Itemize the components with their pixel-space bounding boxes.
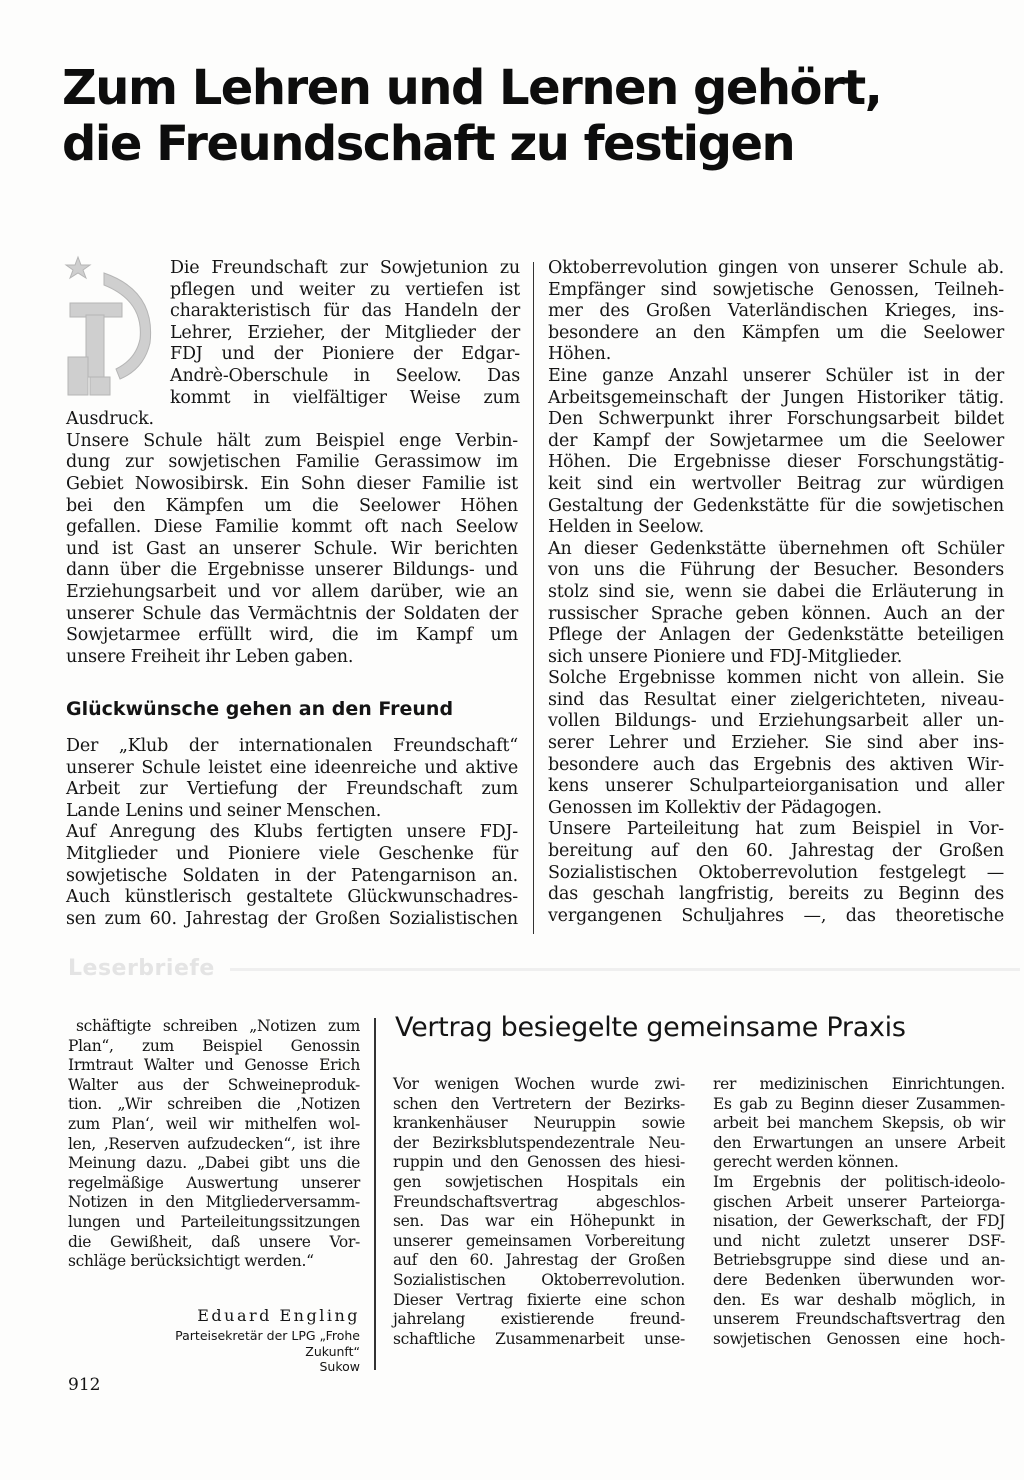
text-line: Es gab zu Beginn dieser Zusammen-: [713, 1094, 1005, 1113]
text-line: schen den Vertretern der Bezirks-: [393, 1094, 685, 1113]
text-line: keit sind ein wertvoller Beitrag zur würdigen: [548, 473, 1004, 494]
signer-role: [140, 1328, 360, 1375]
text-line: len, ‚Reserven aufzudecken“, ist ihre: [68, 1134, 360, 1153]
text-line: Notizen in den Mitgliederversamm-: [68, 1193, 360, 1212]
text-line: schaftliche Zusammenarbeit unse-: [393, 1329, 685, 1348]
text-line: Pflege der Anlagen der Gedenkstätte beteiligen: [548, 625, 1004, 646]
text-line: und ist Gast an unserer Schule. Wir berichten: [66, 538, 518, 559]
text-line: Walter aus der Schweineproduk-: [68, 1075, 360, 1094]
text-line: Solche Ergebnisse kommen nicht von allein. Sie: [548, 668, 1004, 689]
text-line: dann über die Ergebnisse unserer Bildungs- und: [66, 560, 518, 581]
signer-role-line: Zukunft“: [305, 1343, 360, 1359]
column-divider: [533, 262, 534, 934]
text-line: der Bezirksblutspendezentrale Neu-: [393, 1133, 685, 1152]
text-line: krankenhäuser Neuruppin sowie: [393, 1114, 685, 1133]
text-line: kens unserer Schulparteiorganisation und aller: [548, 776, 1004, 797]
signer-role-line: Parteisekretär der LPG „Frohe: [175, 1328, 360, 1343]
text-line: Unsere Schule hält zum Beispiel enge Verbin-: [66, 430, 518, 451]
text-line: Auf Anregung des Klubs fertigten unsere FDJ-: [66, 822, 518, 843]
text-line: sind das Resultat einer zielgerichteten, niveau-: [548, 689, 1004, 710]
text-line: kommt in vielfältiger Weise zum: [170, 387, 520, 408]
text-line: ruppin und den Genossen des hiesi-: [393, 1153, 685, 1172]
text-line: sowjetische Soldaten in der Patengarnison an.: [66, 865, 518, 886]
text-line: schläge berücksichtigt werden.“: [68, 1252, 314, 1271]
text-line: Arbeitsgemeinschaft der Jungen Historiker tätig.: [548, 387, 1004, 408]
text-line: bei den Kämpfen um die Seelower Höhen: [66, 495, 518, 516]
text-line: arbeit bei manchem Skepsis, ob wir: [713, 1114, 1005, 1133]
text-line: unserer Schule leistet eine ideenreiche und aktive: [66, 757, 518, 778]
text-line: sich unsere Pioniere und FDJ-Mitglieder.: [548, 646, 903, 667]
text-line: Sozialistischen Oktoberrevolution festgelegt —: [548, 862, 1004, 883]
text-line: Unsere Parteileitung hat zum Beispiel in Vor-: [548, 819, 1004, 840]
letter-1-signature: [140, 1306, 360, 1375]
text-line: nisation, der Gewerkschaft, der FDJ: [713, 1212, 1005, 1231]
signer-name: Eduard Engling: [197, 1306, 360, 1325]
text-line: Auch künstlerisch gestaltete Glückwunschadres-: [66, 887, 518, 908]
text-line: lungen und Parteileitungssitzungen: [68, 1212, 360, 1231]
text-line: Ausdruck.: [66, 409, 154, 430]
text-line: zum Plan‘, weil wir mithelfen wol-: [68, 1114, 360, 1133]
text-line: serer Lehrer und Erzieher. Sie sind aber ins-: [548, 733, 1004, 754]
text-line: gefallen. Diese Familie kommt oft nach Seelow: [66, 517, 518, 538]
text-line: Erziehungsarbeit und vor allem darüber, wie an: [66, 581, 518, 602]
text-line: auf den 60. Jahrestag der Großen: [393, 1251, 685, 1270]
text-line: besondere an den Kämpfen um die Seelower: [548, 322, 1004, 343]
text-line: den Erwartungen an unsere Arbeit: [713, 1133, 1005, 1152]
text-line: stolz sind sie, wenn sie dabei die Erläuterung in: [548, 581, 1004, 602]
text-line: der Kampf der Sowjetarmee um die Seelower: [548, 430, 1004, 451]
text-line: gen sowjetischen Hospitals ein: [393, 1172, 685, 1191]
text-line: vergangenen Schuljahres —, das theoretische: [548, 905, 1004, 926]
text-line: Arbeit zur Vertiefung der Freundschaft zum: [66, 779, 518, 800]
letter-2-column-a: [393, 1075, 685, 1349]
text-line: unserer Schule das Vermächtnis der Soldaten der: [66, 603, 518, 624]
text-line: Mitglieder und Pioniere viele Geschenke für: [66, 843, 518, 864]
text-line: pflegen und weiter zu vertiefen ist: [170, 279, 520, 300]
text-line: charakteristisch für das Handeln der: [170, 301, 520, 322]
text-line: Der „Klub der internationalen Freundschaft“: [66, 736, 518, 756]
text-line: Dieser Vertrag fixierte eine schon: [393, 1290, 685, 1309]
text-line: dere Bedenken überwunden wor-: [713, 1270, 1005, 1289]
section-divider: [230, 968, 1020, 971]
section-subheading: Glückwünsche gehen an den Freund: [66, 698, 454, 720]
text-line: Gebiet Nowosibirsk. Ein Sohn dieser Familie ist: [66, 473, 518, 494]
article-column-1-continued: [66, 736, 518, 930]
text-line: Betriebsgruppe sind diese und an-: [713, 1251, 1005, 1270]
text-line: rer medizinischen Einrichtungen.: [713, 1075, 1005, 1093]
text-line: Im Ergebnis der politisch-ideolo-: [713, 1172, 1005, 1191]
text-line: mer des Großen Vaterländischen Krieges, ins-: [548, 301, 1004, 322]
text-line: Genossen im Kollektiv der Pädagogen.: [548, 797, 882, 818]
text-line: dung zur sowjetischen Familie Gerassimow im: [66, 452, 518, 473]
text-line: Die Freundschaft zur Sowjetunion zu: [170, 258, 520, 278]
text-line: Freundschaftsvertrag abgeschlos-: [393, 1192, 685, 1211]
text-line: FDJ und der Pioniere der Edgar-: [170, 344, 520, 365]
text-line: Meinung dazu. „Dabei gibt uns die: [68, 1154, 360, 1173]
text-line: Gestaltung der Gedenkstätte für die sowjetischen: [548, 495, 1004, 516]
text-line: sen zum 60. Jahrestag der Großen Sozialistischen: [66, 908, 518, 929]
headline-line: die Freundschaft zu festigen: [62, 116, 795, 172]
text-line: Sowjetarmee erfüllt wird, die im Kampf um: [66, 625, 518, 646]
text-line: unsere Freiheit ihr Leben gaben.: [66, 646, 354, 667]
section-label: Leserbriefe: [68, 956, 215, 981]
text-line: sowjetischen Genossen eine hoch-: [713, 1329, 1005, 1348]
letter-1-text: [68, 1017, 360, 1272]
text-line: gischen Arbeit unserer Parteiorga-: [713, 1192, 1005, 1211]
article-column-2: [548, 258, 1004, 927]
text-line: sen. Das war ein Höhepunkt in: [393, 1212, 685, 1231]
text-line: den. Es war deshalb möglich, in: [713, 1290, 1005, 1309]
text-line: russischer Sprache geben können. Auch an der: [548, 603, 1004, 624]
text-line: bereitung auf den 60. Jahrestag der Großen: [548, 841, 1004, 862]
text-line: Eine ganze Anzahl unserer Schüler ist in der: [548, 365, 1004, 386]
text-line: die Gewißheit, daß unsere Vor-: [68, 1232, 360, 1251]
text-line: Plan“, zum Beispiel Genossin: [68, 1036, 360, 1055]
text-line: Höhen. Die Ergebnisse dieser Forschungstätig-: [548, 452, 1004, 473]
text-line: Irmtraut Walter und Genosse Erich: [68, 1056, 360, 1075]
text-line: Oktoberrevolution gingen von unserer Schule ab.: [548, 258, 1004, 278]
text-line: Vor wenigen Wochen wurde zwi-: [393, 1075, 685, 1093]
text-line: Lehrer, Erzieher, der Mitglieder der: [170, 322, 520, 343]
text-line: jahrelang existierende freund-: [393, 1310, 685, 1329]
text-line: das geschah langfristig, bereits zu Beginn des: [548, 884, 1004, 905]
text-line: von uns die Führung der Besucher. Besonders: [548, 560, 1004, 581]
article-column-1: [66, 258, 518, 668]
text-line: Helden in Seelow.: [548, 517, 704, 538]
text-line: besondere auch das Ergebnis des aktiven Wir-: [548, 754, 1004, 775]
text-line: gerecht werden können.: [713, 1153, 899, 1172]
page-number: 912: [68, 1375, 101, 1395]
headline-line: Zum Lehren und Lernen gehört,: [62, 60, 882, 116]
text-line: schäftigte schreiben „Notizen zum: [76, 1017, 360, 1035]
text-line: unserem Freundschaftsvertrag den: [713, 1310, 1005, 1329]
text-line: Sozialistischen Oktoberrevolution.: [393, 1270, 685, 1289]
text-line: tion. „Wir schreiben die ‚Notizen: [68, 1095, 360, 1114]
text-line: unserer gemeinsamen Vorbereitung: [393, 1231, 685, 1250]
text-line: regelmäßige Auswertung unserer: [68, 1173, 360, 1192]
text-line: und nicht zuletzt unserer DSF-: [713, 1231, 1005, 1250]
signer-role-line: Sukow: [319, 1359, 360, 1374]
text-line: Lande Lenins und seiner Menschen.: [66, 800, 382, 821]
text-line: Empfänger sind sowjetische Genossen, Teilneh-: [548, 279, 1004, 300]
letter-2-column-b: [713, 1075, 1005, 1349]
text-line: Höhen.: [548, 344, 612, 365]
letter-2-headline: Vertrag besiegelte gemeinsame Praxis: [395, 1012, 906, 1043]
text-line: Den Schwerpunkt ihrer Forschungsarbeit bildet: [548, 409, 1004, 430]
text-line: vollen Bildungs- und Erziehungsarbeit aller un-: [548, 711, 1004, 732]
article-headline: [62, 60, 982, 172]
text-line: Andrè-Oberschule in Seelow. Das: [170, 365, 520, 386]
column-divider: [374, 1018, 376, 1370]
text-line: An dieser Gedenkstätte übernehmen oft Schüler: [548, 538, 1004, 559]
